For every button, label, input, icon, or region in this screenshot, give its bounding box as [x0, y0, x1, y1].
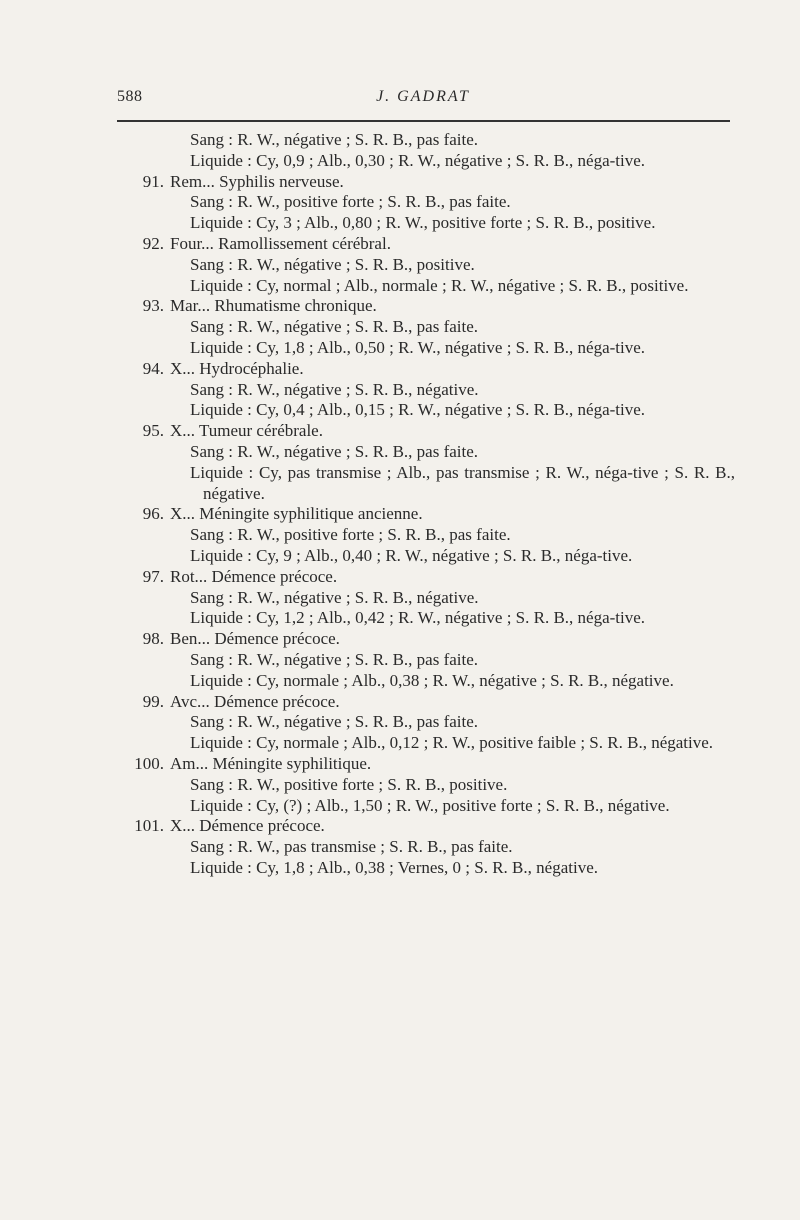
case-title: Mar... Rhumatisme chronique. — [170, 296, 377, 316]
case-title: X... Hydrocéphalie. — [170, 358, 304, 378]
case-title: Avc... Démence précoce. — [170, 691, 340, 711]
liquide-line: Liquide : Cy, 3 ; Alb., 0,80 ; R. W., positive forte ; S. R. B., positive. — [190, 213, 656, 233]
liquide-line: Liquide : Cy, (?) ; Alb., 1,50 ; R. W., positive forte ; S. R. B., négative. — [190, 795, 670, 815]
case-entry-92 — [142, 233, 735, 296]
liquide-line: Liquide : Cy, 1,8 ; Alb., 0,50 ; R. W., négative ; S. R. B., néga-tive. — [190, 337, 646, 357]
case-entry-98 — [142, 629, 735, 691]
case-number: 97. — [142, 566, 164, 586]
case-entry-99 — [142, 691, 735, 754]
case-entry-96 — [142, 504, 735, 566]
liquide-line: Liquide : Cy, 0,9 ; Alb., 0,30 ; R. W., négative ; S. R. B., néga-tive. — [190, 150, 646, 170]
case-number: 92. — [142, 233, 164, 253]
case-entry-94 — [142, 358, 735, 421]
sang-line: Sang : R. W., négative ; S. R. B., pas faite. — [190, 441, 479, 461]
sang-line: Sang : R. W., positive forte ; S. R. B., pas faite. — [190, 192, 511, 212]
case-number: 93. — [142, 296, 164, 316]
sang-line: Sang : R. W., pas transmise ; S. R. B., pas faite. — [190, 837, 513, 857]
case-title: Ben... Démence précoce. — [170, 629, 340, 649]
case-entry-100 — [134, 753, 735, 816]
sang-line: Sang : R. W., négative ; S. R. B., positive. — [190, 254, 475, 274]
liquide-line: Liquide : Cy, normale ; Alb., 0,12 ; R. W., positive faible ; S. R. B., négative. — [190, 733, 714, 753]
case-title: X... Démence précoce. — [170, 816, 325, 836]
case-number: 95. — [142, 421, 164, 441]
running-head: J. GADRAT — [376, 88, 470, 105]
sang-line: Sang : R. W., négative ; S. R. B., négative. — [190, 587, 479, 607]
liquide-line: Liquide : Cy, 1,2 ; Alb., 0,42 ; R. W., négative ; S. R. B., néga-tive. — [190, 608, 646, 628]
page-number: 588 — [117, 88, 143, 105]
case-title: Rot... Démence précoce. — [170, 566, 338, 586]
header-rule — [117, 120, 730, 122]
liquide-line: Liquide : Cy, normal ; Alb., normale ; R. W., négative ; S. R. B., positive. — [190, 275, 689, 295]
case-title: Am... Méningite syphilitique. — [170, 753, 372, 773]
page-header — [117, 88, 729, 112]
case-title: Four... Ramollissement cérébral. — [170, 233, 391, 253]
case-entry-91 — [142, 171, 735, 234]
liquide-line: Liquide : Cy, 0,4 ; Alb., 0,15 ; R. W., négative ; S. R. B., néga-tive. — [190, 400, 646, 420]
case-number: 101. — [134, 816, 164, 836]
sang-line: Sang : R. W., positive forte ; S. R. B., pas faite. — [190, 525, 511, 545]
case-number: 98. — [142, 629, 164, 649]
case-entry-93 — [142, 296, 735, 358]
case-number: 100. — [134, 753, 164, 773]
case-title: X... Méningite syphilitique ancienne. — [170, 504, 423, 524]
case-entry-97 — [142, 566, 735, 629]
case-number: 99. — [142, 691, 164, 711]
case-list — [0, 130, 800, 879]
sang-line: Sang : R. W., positive forte ; S. R. B., positive. — [190, 774, 508, 794]
liquide-line: Liquide : Cy, pas transmise ; Alb., pas transmise ; R. W., néga-tive ; S. R. B., négative. — [190, 462, 735, 503]
case-number: 91. — [142, 171, 164, 191]
sang-line: Sang : R. W., négative ; S. R. B., négative. — [190, 379, 479, 399]
case-number: 94. — [142, 358, 164, 378]
liquide-line: Liquide : Cy, normale ; Alb., 0,38 ; R. W., négative ; S. R. B., négative. — [190, 670, 674, 690]
case-title: Rem... Syphilis nerveuse. — [170, 171, 344, 191]
continued-entry — [190, 130, 735, 172]
case-title: X... Tumeur cérébrale. — [170, 421, 323, 441]
case-entry-101 — [134, 816, 735, 878]
sang-line: Sang : R. W., négative ; S. R. B., pas faite. — [190, 649, 479, 669]
sang-line: Sang : R. W., négative ; S. R. B., pas faite. — [190, 317, 479, 337]
case-entry-95 — [142, 421, 735, 504]
liquide-line: Liquide : Cy, 1,8 ; Alb., 0,38 ; Vernes, 0 ; S. R. B., négative. — [190, 857, 598, 877]
sang-line: Sang : R. W., négative ; S. R. B., pas faite. — [190, 130, 479, 149]
case-number: 96. — [142, 504, 164, 524]
liquide-line: Liquide : Cy, 9 ; Alb., 0,40 ; R. W., négative ; S. R. B., néga-tive. — [190, 545, 633, 565]
sang-line: Sang : R. W., négative ; S. R. B., pas faite. — [190, 712, 479, 732]
